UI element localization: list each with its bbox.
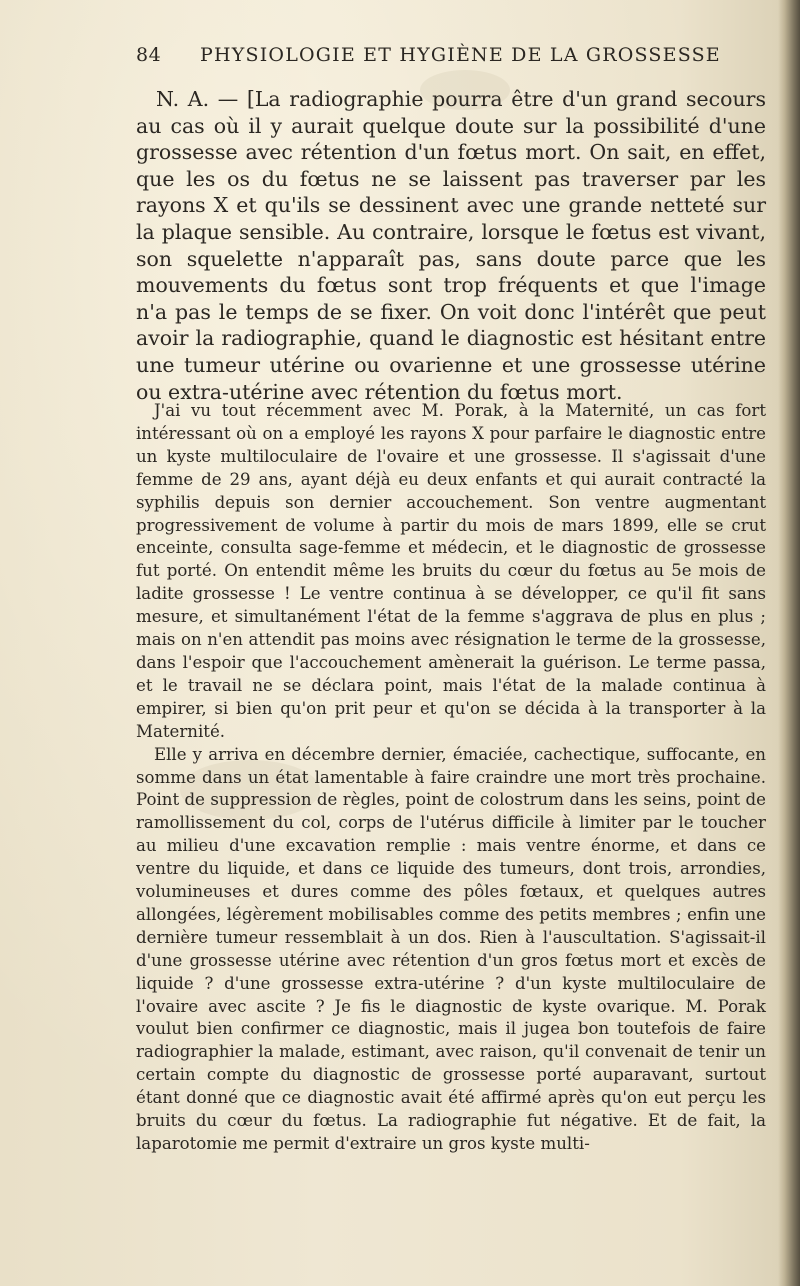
- case-paragraph: J'ai vu tout récemment avec M. Porak, à la Maternité, un cas fort intéressant où on a employé les rayons X pour parfaire le diagnostic entre un kyste multiloculaire de l'ovaire et une grossesse. Il s'agissait d'une femme de 29 ans, ayant déjà eu deux enfants et qui aurait contracté la syphilis depuis son dernier accouchement. Son ventre augmentant progressivement de volume à partir du mois de mars 1899, elle se crut enceinte, consulta sage-femme et médecin, et le diagnostic de grossesse fut porté. On entendit même les bruits du cœur du fœtus au 5e mois de ladite grossesse ! Le ventre continua à se développer, ce qu'il fit sans mesure, et simultanément l'état de la femme s'aggrava de plus en plus ; mais on n'en attendit pas moins avec résignation le terme de la grossesse, dans l'espoir que l'accouchement amènerait la guérison. Le terme passa, et le travail ne se déclara point, mais l'état de la malade continua à empirer, si bien qu'on prit peur et qu'on se décida à la transporter à la Maternité.: [136, 401, 766, 741]
- page-header: [136, 44, 766, 70]
- note-paragraph: N. A. — [La radiographie pourra être d'un grand secours au cas où il y aurait quelque doute sur la possibilité d'une grossesse avec rétention d'un fœtus mort. On sait, en effet, que les os du fœtus ne se laissent pas traverser par les rayons X et qu'ils se dessinent avec une grande netteté sur la plaque sensible. Au contraire, lorsque le fœtus est vivant, son squelette n'apparaît pas, sans doute parce que les mouvements du fœtus sont trop fréquents et que l'image n'a pas le temps de se fixer. On voit donc l'intérêt que peut avoir la radiographie, quand le diagnostic est hésitant entre une tumeur utérine ou ovarienne et une grossesse utérine ou extra-utérine avec rétention du fœtus mort.: [136, 87, 766, 404]
- case-paragraph: Elle y arriva en décembre dernier, émaciée, cachectique, suffocante, en somme dans un état lamentable à faire craindre une mort très prochaine. Point de suppression de règles, point de colostrum dans les seins, point de ramollissement du col, corps de l'utérus difficile à limiter par le toucher au milieu d'une excavation remplie : mais ventre énorme, et dans ce ventre du liquide, et dans ce liquide des tumeurs, dont trois, arrondies, volumineuses et dures comme des pôles fœtaux, et quelques autres allongées, légèrement mobilisables comme des petits membres ; enfin une dernière tumeur ressemblait à un dos. Rien à l'auscultation. S'agissait-il d'une grossesse utérine avec rétention d'un gros fœtus mort et excès de liquide ? d'une grossesse extra-utérine ? d'un kyste multiloculaire de l'ovaire avec ascite ? Je fis le diagnostic de kyste ovarique. M. Porak voulut bien confirmer ce diagnostic, mais il jugea bon toutefois de faire radiographier la malade, estimant, avec raison, qu'il convenait de tenir un certain compte du diagnostic de grossesse porté auparavant, surtout étant donné que ce diagnostic avait été affirmé après qu'on eut perçu les bruits du cœur du fœtus. La radiographie fut négative. Et de fait, la laparotomie me permit d'extraire un gros kyste multi-: [136, 744, 766, 1153]
- page-edge-shadow: [778, 0, 800, 1286]
- note-block: [136, 86, 766, 405]
- case-report-block: [136, 400, 766, 1156]
- running-title: PHYSIOLOGIE ET HYGIÈNE DE LA GROSSESSE: [200, 44, 721, 66]
- page-number: 84: [136, 44, 162, 66]
